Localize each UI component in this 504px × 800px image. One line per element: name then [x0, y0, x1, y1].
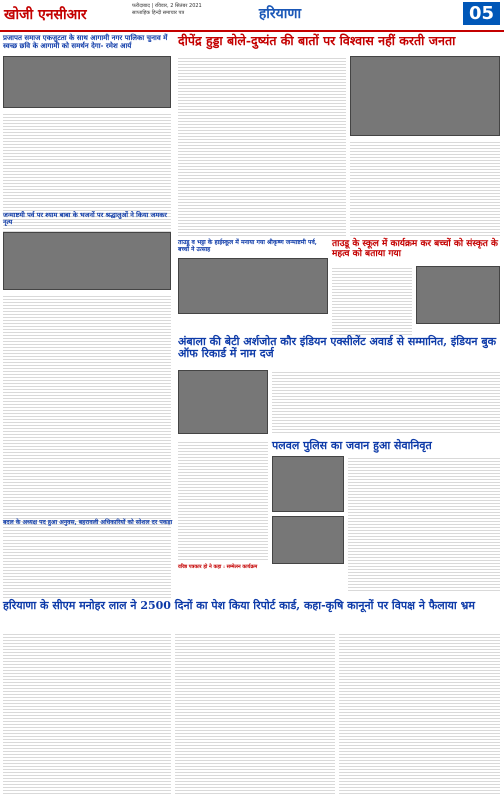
story-headline: अंबाला की बेटी अर्शजोत कौर इंडियन एक्सीलेंट अवार्ड से सम्मानित, इंडियन बुक ऑफ रिकार्ड में नाम दर्ज	[178, 335, 497, 361]
story-headline: प्रजापत समाज एकजुटता के साथ आगामी नगर पालिका चुनाव में स्वच्छ छवि के आगामी को समर्थन देगा- रमेश आर्य	[3, 33, 168, 50]
hooda-body	[178, 56, 346, 236]
hooda-body-2	[350, 140, 500, 236]
issue-meta	[132, 3, 202, 17]
story-photo	[416, 266, 500, 324]
story-patrakar	[178, 565, 268, 571]
section-title: हरियाणा	[258, 6, 302, 22]
story-badal	[3, 520, 173, 527]
issue-date: फरीदाबाद | रविवार, 2 सितंबर 2021	[132, 3, 202, 9]
story-body	[348, 456, 500, 592]
brand-logo: खोजी एनसीआर	[4, 7, 87, 23]
story-hooda	[178, 34, 500, 48]
story-photo	[3, 56, 171, 108]
story-photo	[3, 232, 171, 290]
story-headline: हरियाणा के सीएम मनोहर लाल ने 2500 दिनों का पेश किया रिपोर्ट कार्ड, कहा-कृषि कानूनों पर विपक्ष ने फैलाया भ्रम	[3, 599, 475, 612]
story-bhajan	[3, 212, 173, 226]
middle-body	[178, 440, 268, 560]
story-body	[272, 370, 500, 434]
story-sanskrit	[332, 240, 500, 260]
issue-tagline: साप्ताहिक हिन्दी समाचार पत्र	[132, 10, 185, 16]
story-headline: पलवल पुलिस का जवान हुआ सेवानिवृत	[272, 439, 432, 452]
story-photo	[178, 258, 328, 314]
story-body	[332, 266, 412, 336]
story-body	[3, 538, 171, 598]
story-palwal	[272, 440, 500, 452]
hooda-photo	[350, 56, 500, 136]
story-body-3	[339, 632, 500, 794]
story-arshjot	[178, 336, 500, 360]
masthead	[0, 0, 504, 32]
story-body	[3, 294, 171, 554]
story-body-2	[175, 632, 335, 794]
story-photo	[272, 456, 344, 512]
story-janmashtami-school	[178, 240, 328, 253]
story-cm-report	[3, 600, 500, 612]
page-number: 05	[463, 2, 500, 25]
story-photo	[178, 370, 268, 434]
story-headline: ताउडू व भट्टा के हाईस्कूल में मनाया गया श्रीकृष्ण जन्माष्टमी पर्व, बच्चों ने उत्साह	[178, 239, 317, 253]
story-headline: दीपेंद्र हुड्डा बोले-दुष्यंत की बातों पर विश्वास नहीं करती जनता	[178, 33, 456, 48]
story-body-1	[3, 632, 171, 794]
story-headline: बदल के अध्यक्ष पद हुआ अनुवस, बहरावली अधिकारियों को सोशल दर पकड़ा	[3, 519, 173, 526]
story-headline: वरिष्ठ पत्रकार हो ने कहा : सम्मेलन कार्यक्रम	[178, 564, 258, 570]
story-photo-2	[272, 516, 344, 564]
story-headline: जन्माष्टमी पर्व पर श्याम बाबा के भजनों पर श्रद्धालुओं ने किया जमकर नृत्य	[3, 211, 167, 227]
story-headline: ताउडू के स्कूल में कार्यक्रम कर बच्चों को संस्कृत के महत्व को बताया गया	[332, 239, 498, 259]
story-prajapat	[3, 34, 173, 49]
